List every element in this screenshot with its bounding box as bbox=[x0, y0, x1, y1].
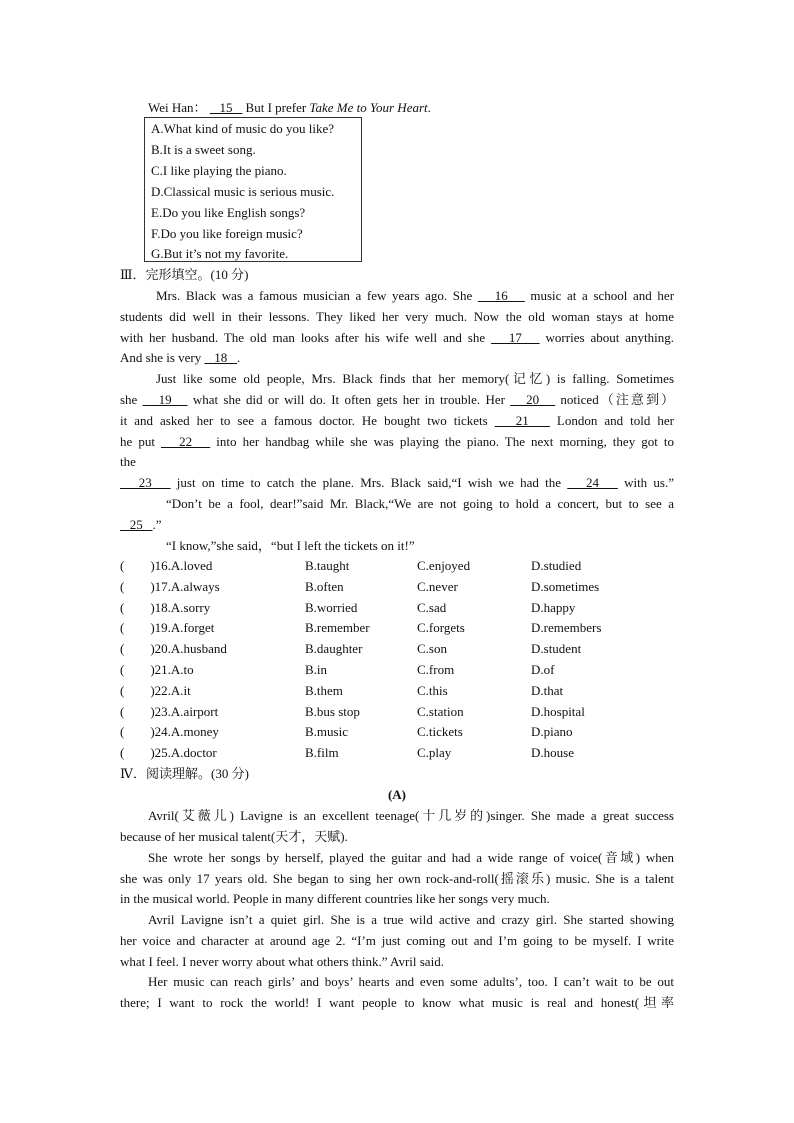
cloze-line bbox=[120, 453, 136, 471]
cloze-text: Mrs. Black was a famous musician a few years ago. She bbox=[156, 288, 478, 303]
question-option-d: D.studied bbox=[531, 558, 582, 573]
dialogue-text: But I prefer bbox=[242, 100, 310, 115]
question-option-num[interactable]: ( )20.A.husband bbox=[120, 641, 227, 657]
option-c: C.I like playing the piano. bbox=[151, 163, 287, 178]
cloze-text: into her handbag while she was playing the piano. The next morning, they got to bbox=[210, 434, 675, 449]
cloze-blank: 25 bbox=[120, 517, 153, 532]
cloze-text: “Don’t be a fool, dear!”said Mr. Black,“We are not going to hold a concert, but to see a bbox=[166, 496, 674, 511]
reading-line: Avril(艾薇儿) Lavigne is an excellent teenage(十几岁的)singer. She made a great success bbox=[148, 808, 674, 823]
question-row bbox=[120, 744, 680, 762]
option-b: B.It is a sweet song. bbox=[151, 142, 256, 157]
reading-line: there; I want to rock the world! I want people to know what music is real and honest(坦率 bbox=[120, 995, 674, 1010]
reading-line: Her music can reach girls’ and boys’ hearts and even some adults’, too. I can’t wait to be out bbox=[148, 974, 674, 989]
cloze-blank: 18 bbox=[204, 350, 237, 365]
question-option-b: B.them bbox=[305, 682, 343, 698]
options-box bbox=[144, 117, 362, 262]
cloze-blank: 24 bbox=[567, 475, 618, 490]
question-row bbox=[120, 640, 680, 658]
cloze-text: students did well in their lessons. They liked her very much. Now the old woman stays at home bbox=[120, 309, 674, 324]
song-title: Take Me to Your Heart bbox=[309, 100, 428, 115]
question-option-d: D.hospital bbox=[531, 703, 585, 719]
question-row bbox=[120, 682, 680, 700]
passage-label: (A) bbox=[387, 787, 407, 802]
question-option-num[interactable]: ( )19.A.forget bbox=[120, 620, 215, 636]
reading-line: she was only 17 years old. She began to sing her own rock-and-roll(摇滚乐) music. She is a talent bbox=[120, 871, 674, 886]
question-option-d: D.happy bbox=[531, 599, 576, 615]
cloze-blank: 23 bbox=[120, 475, 171, 490]
cloze-text: he put bbox=[120, 434, 161, 449]
cloze-text: it and asked her to see a famous doctor. He bought two tickets bbox=[120, 413, 495, 428]
question-option-c: C.tickets bbox=[417, 724, 463, 740]
question-option-num[interactable]: ( )25.A.doctor bbox=[120, 745, 217, 761]
cloze-text: London and told her bbox=[549, 413, 674, 428]
cloze-text: what she did or will do. It often gets her in trouble. Her bbox=[187, 392, 511, 407]
question-option-d: D.that bbox=[531, 682, 564, 698]
option-g: G.But it’s not my favorite. bbox=[151, 246, 289, 261]
cloze-line bbox=[166, 495, 674, 513]
cloze-line bbox=[120, 349, 240, 367]
question-option-c: C.son bbox=[417, 641, 447, 657]
question-option-c: C.station bbox=[417, 703, 464, 719]
cloze-line bbox=[166, 537, 415, 555]
cloze-text: noticed（注意到） bbox=[555, 392, 675, 407]
dialogue-end: . bbox=[427, 100, 431, 115]
option-d: D.Classical music is serious music. bbox=[151, 184, 335, 199]
option-e: E.Do you like English songs? bbox=[151, 205, 306, 220]
option-f: F.Do you like foreign music? bbox=[151, 226, 303, 241]
question-option-b: B.in bbox=[305, 662, 328, 677]
cloze-text: .” bbox=[152, 517, 162, 532]
question-option-b: B.remember bbox=[305, 620, 370, 636]
section-3-heading: Ⅲ．完形填空。(10 分) bbox=[120, 267, 249, 282]
question-option-d: D.of bbox=[531, 662, 555, 677]
section-4-heading: Ⅳ．阅读理解。(30 分) bbox=[120, 766, 249, 781]
cloze-text: the bbox=[120, 454, 136, 469]
question-option-b: B.music bbox=[305, 724, 348, 740]
question-row bbox=[120, 723, 680, 741]
question-option-d: D.sometimes bbox=[531, 578, 600, 594]
question-option-c: C.play bbox=[417, 745, 452, 761]
question-row bbox=[120, 599, 680, 617]
cloze-blank: 21 bbox=[494, 413, 550, 428]
question-row bbox=[120, 703, 680, 721]
question-row bbox=[120, 661, 680, 679]
question-option-c: C.forgets bbox=[417, 620, 465, 636]
cloze-text: . bbox=[237, 350, 241, 365]
question-option-b: B.film bbox=[305, 745, 339, 761]
question-option-num[interactable]: ( )21.A.to bbox=[120, 662, 194, 677]
cloze-blank: 22 bbox=[160, 434, 211, 449]
question-option-num[interactable]: ( )22.A.it bbox=[120, 682, 191, 698]
question-option-b: B.worried bbox=[305, 599, 358, 615]
reading-line: She wrote her songs by herself, played the guitar and had a wide range of voice(音域) when bbox=[148, 850, 674, 865]
cloze-text: “I know,”she said，“but I left the tickets on it!” bbox=[166, 538, 415, 553]
cloze-line bbox=[120, 308, 674, 326]
question-row bbox=[120, 557, 680, 575]
question-option-num[interactable]: ( )17.A.always bbox=[120, 578, 220, 594]
question-option-num[interactable]: ( )18.A.sorry bbox=[120, 599, 211, 615]
cloze-line bbox=[120, 474, 674, 492]
cloze-line bbox=[120, 391, 674, 409]
cloze-line bbox=[120, 412, 674, 430]
cloze-blank: 16 bbox=[477, 288, 525, 303]
question-row bbox=[120, 578, 680, 596]
cloze-text: music at a school and her bbox=[524, 288, 675, 303]
cloze-line bbox=[120, 433, 674, 451]
question-option-c: C.this bbox=[417, 682, 448, 698]
cloze-blank: 17 bbox=[491, 330, 540, 345]
speaker: Wei Han： bbox=[148, 100, 207, 115]
cloze-text: just on time to catch the plane. Mrs. Black said,“I wish we had the bbox=[170, 475, 568, 490]
question-option-d: D.house bbox=[531, 745, 574, 761]
cloze-line bbox=[120, 329, 674, 347]
question-option-b: B.bus stop bbox=[305, 703, 360, 719]
cloze-text: Just like some old people, Mrs. Black finds that her memory(记忆) is falling. Sometimes bbox=[156, 371, 674, 386]
cloze-text: with us.” bbox=[617, 475, 675, 490]
question-option-num[interactable]: ( )16.A.loved bbox=[120, 558, 213, 573]
question-option-c: C.enjoyed bbox=[417, 558, 471, 573]
question-option-c: C.from bbox=[417, 662, 455, 677]
option-a: A.What kind of music do you like? bbox=[151, 121, 335, 136]
question-option-b: B.taught bbox=[305, 558, 350, 573]
cloze-line bbox=[120, 516, 162, 534]
cloze-blank: 20 bbox=[510, 392, 556, 407]
question-option-b: B.daughter bbox=[305, 641, 363, 657]
reading-line: in the musical world. People in many different countries like her songs very much. bbox=[120, 891, 550, 906]
cloze-text: worries about anything. bbox=[539, 330, 675, 345]
cloze-line bbox=[156, 370, 674, 388]
dialogue-line bbox=[148, 99, 431, 117]
blank-15: 15 bbox=[219, 100, 233, 115]
question-option-d: D.piano bbox=[531, 724, 573, 740]
reading-line: what I feel. I never worry about what others think.” Avril said. bbox=[120, 954, 444, 969]
cloze-text: she bbox=[120, 392, 143, 407]
question-option-b: B.often bbox=[305, 578, 344, 594]
question-option-d: D.remembers bbox=[531, 620, 602, 636]
reading-line: Avril Lavigne isn’t a quiet girl. She is a true wild active and crazy girl. She started showing bbox=[148, 912, 674, 927]
question-option-c: C.sad bbox=[417, 599, 447, 615]
question-option-num[interactable]: ( )23.A.airport bbox=[120, 703, 219, 719]
cloze-text: And she is very bbox=[120, 350, 205, 365]
cloze-line bbox=[156, 287, 674, 305]
question-option-num[interactable]: ( )24.A.money bbox=[120, 724, 219, 740]
cloze-blank: 19 bbox=[142, 392, 188, 407]
reading-line: because of her musical talent(天才，天赋). bbox=[120, 829, 348, 844]
question-option-d: D.student bbox=[531, 641, 582, 657]
cloze-text: with her husband. The old man looks after his wife well and she bbox=[120, 330, 492, 345]
question-option-c: C.never bbox=[417, 578, 458, 594]
reading-line: her voice and character at around age 2. “I’m just coming out and I’m going to be myself. I write bbox=[120, 933, 674, 948]
question-row bbox=[120, 619, 680, 637]
